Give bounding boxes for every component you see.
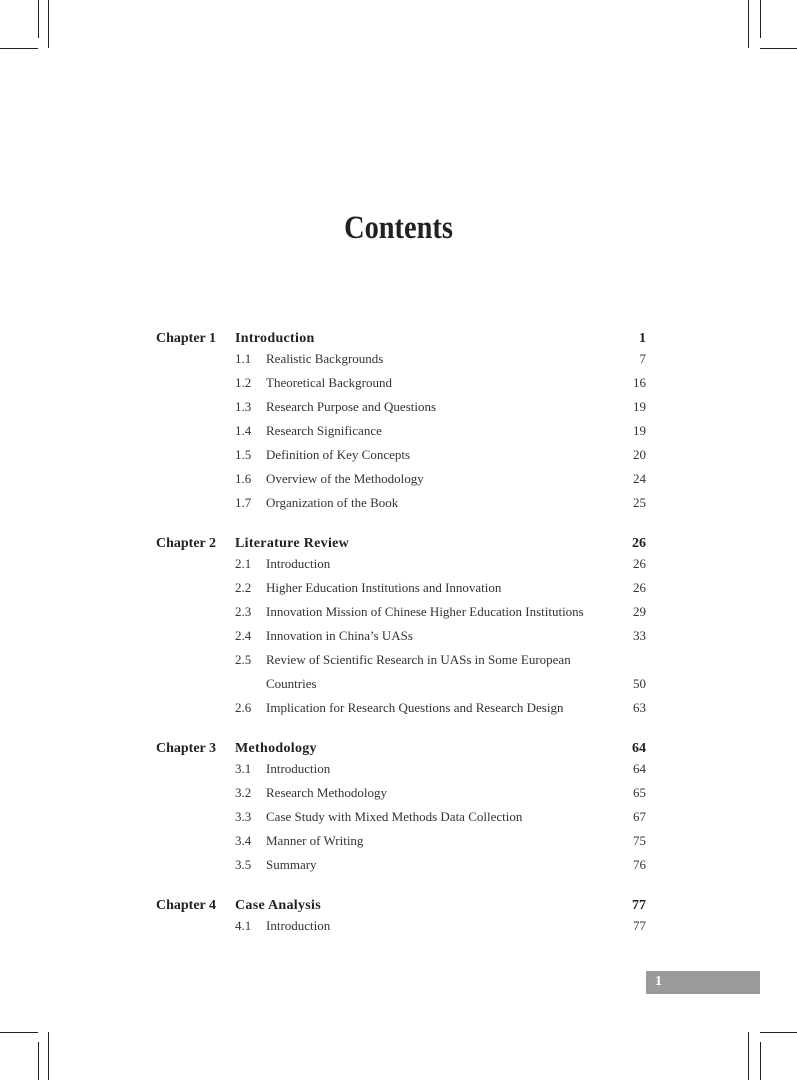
section-number: 2.5: [235, 652, 252, 667]
chapter-page: 77: [632, 898, 646, 913]
section-title: Innovation Mission of Chinese Higher Education Institutions: [266, 604, 584, 619]
section-number: 1.6: [235, 471, 252, 486]
section-title: Innovation in China’s UASs: [266, 628, 413, 643]
section-title: Summary: [266, 857, 317, 872]
crop-mark: [48, 1032, 49, 1080]
section-title: Review of Scientific Research in UASs in Some European: [266, 652, 571, 667]
chapter-label: Chapter 4: [156, 898, 217, 913]
page-number-tab: [646, 971, 760, 994]
section-title: Research Purpose and Questions: [266, 399, 437, 414]
section-number: 4.1: [235, 918, 252, 933]
section-number: 1.7: [235, 495, 252, 510]
section-page: 7: [639, 351, 646, 366]
toc-entry[interactable]: [156, 761, 646, 785]
toc-entry[interactable]: [156, 495, 646, 519]
toc-entry[interactable]: [156, 652, 646, 676]
section-title: Research Methodology: [266, 785, 387, 800]
toc-entry[interactable]: [156, 423, 646, 447]
crop-mark: [760, 48, 797, 49]
section-number: 2.3: [235, 604, 252, 619]
toc-entry[interactable]: [156, 785, 646, 809]
section-page: 76: [633, 857, 646, 872]
section-page: 19: [633, 399, 646, 414]
chapter-block: [156, 331, 646, 519]
chapter-page: 64: [632, 741, 646, 756]
section-page: 19: [633, 423, 646, 438]
crop-mark: [748, 1032, 749, 1080]
crop-mark: [38, 1042, 39, 1080]
section-title: Case Study with Mixed Methods Data Collection: [266, 809, 523, 824]
section-number: 2.2: [235, 580, 252, 595]
crop-mark: [0, 48, 38, 49]
toc-entry[interactable]: [156, 918, 646, 942]
section-number: 1.1: [235, 351, 252, 366]
section-title: Theoretical Background: [266, 375, 392, 390]
section-page: 16: [633, 375, 646, 390]
section-page: 64: [633, 761, 646, 776]
section-number: 1.5: [235, 447, 252, 462]
chapter-page: 26: [632, 536, 646, 551]
toc-entry[interactable]: [156, 471, 646, 495]
toc-entry[interactable]: [156, 556, 646, 580]
section-title: Definition of Key Concepts: [266, 447, 411, 462]
section-title: Organization of the Book: [266, 495, 399, 510]
section-title: Realistic Backgrounds: [266, 351, 384, 366]
chapter-title: Case Analysis: [235, 898, 321, 913]
crop-mark: [48, 0, 49, 48]
chapter-heading[interactable]: [156, 331, 646, 351]
toc-entry[interactable]: [156, 351, 646, 375]
crop-mark: [748, 0, 749, 48]
section-number: 1.2: [235, 375, 252, 390]
section-page: 65: [633, 785, 646, 800]
section-page: 24: [633, 471, 646, 486]
chapter-label: Chapter 3: [156, 741, 217, 756]
toc-entry[interactable]: [156, 628, 646, 652]
toc-entry[interactable]: [156, 809, 646, 833]
section-number: 3.1: [235, 761, 252, 776]
section-page: 29: [633, 604, 646, 619]
page-title: Contents: [344, 210, 453, 246]
chapter-label: Chapter 2: [156, 536, 217, 551]
section-page: 50: [633, 676, 646, 691]
section-title: Research Significance: [266, 423, 382, 438]
section-page: 77: [633, 918, 646, 933]
toc-entry[interactable]: [156, 700, 646, 724]
crop-mark: [0, 1032, 38, 1033]
toc-entry[interactable]: [156, 676, 646, 700]
chapter-page: 1: [639, 331, 646, 346]
section-page: 75: [633, 833, 646, 848]
crop-mark: [38, 0, 39, 38]
page-number: 1: [655, 974, 662, 989]
section-number: 2.6: [235, 700, 252, 715]
section-page: 63: [633, 700, 646, 715]
section-number: 3.4: [235, 833, 252, 848]
chapter-heading[interactable]: [156, 536, 646, 556]
section-title: Introduction: [266, 918, 331, 933]
section-number: 3.5: [235, 857, 252, 872]
chapter-heading[interactable]: [156, 898, 646, 918]
section-number: 3.2: [235, 785, 252, 800]
toc-entry[interactable]: [156, 375, 646, 399]
section-title: Introduction: [266, 556, 331, 571]
section-number: 3.3: [235, 809, 252, 824]
section-page: 26: [633, 580, 646, 595]
section-title: Implication for Research Questions and Research Design: [266, 700, 564, 715]
section-page: 26: [633, 556, 646, 571]
section-page: 25: [633, 495, 646, 510]
section-number: 2.1: [235, 556, 252, 571]
toc-entry[interactable]: [156, 399, 646, 423]
section-page: 67: [633, 809, 646, 824]
section-number: 2.4: [235, 628, 252, 643]
chapter-heading[interactable]: [156, 741, 646, 761]
toc-entry[interactable]: [156, 580, 646, 604]
crop-mark: [760, 0, 761, 38]
section-title: Manner of Writing: [266, 833, 364, 848]
section-number: 1.4: [235, 423, 252, 438]
chapter-title: Literature Review: [235, 536, 350, 551]
crop-mark: [760, 1042, 761, 1080]
section-page: 33: [633, 628, 646, 643]
chapter-title: Introduction: [235, 331, 315, 346]
crop-mark: [760, 1032, 797, 1033]
chapter-label: Chapter 1: [156, 331, 217, 346]
toc-entry[interactable]: [156, 833, 646, 857]
chapter-block: [156, 741, 646, 881]
section-number: 1.3: [235, 399, 252, 414]
section-title: Overview of the Methodology: [266, 471, 424, 486]
section-title: Countries: [266, 676, 317, 691]
chapter-block: [156, 536, 646, 724]
toc-entry[interactable]: [156, 857, 646, 881]
chapter-block: [156, 898, 646, 942]
table-of-contents: [156, 331, 646, 959]
toc-entry[interactable]: [156, 604, 646, 628]
section-title: Higher Education Institutions and Innovation: [266, 580, 502, 595]
section-page: 20: [633, 447, 646, 462]
section-title: Introduction: [266, 761, 331, 776]
chapter-title: Methodology: [235, 741, 317, 756]
toc-entry[interactable]: [156, 447, 646, 471]
